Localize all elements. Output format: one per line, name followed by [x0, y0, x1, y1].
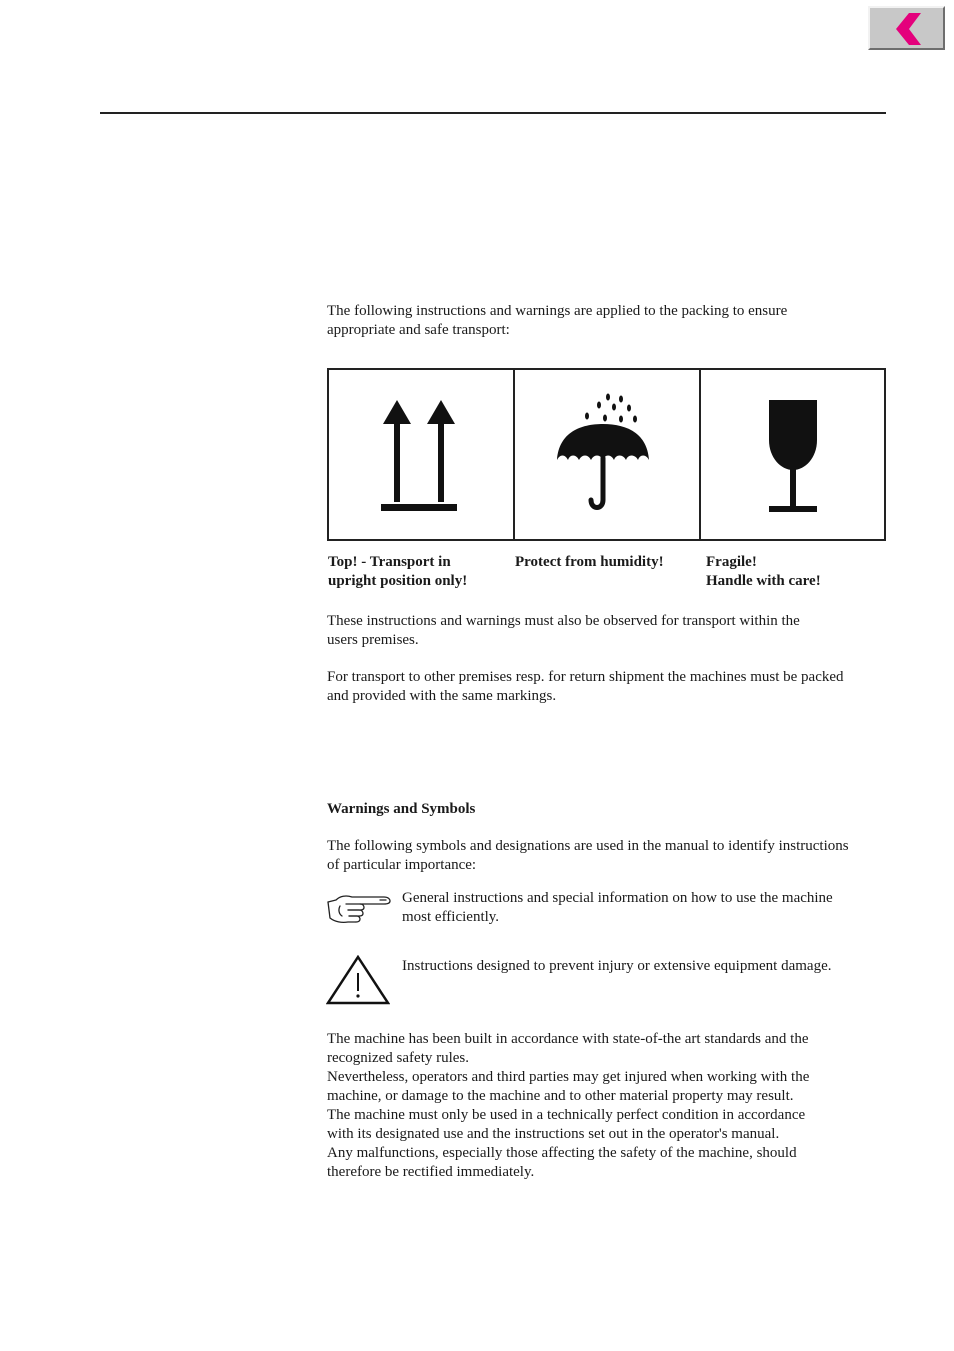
warnings-intro — [327, 837, 887, 875]
warnings-heading: Warnings and Symbols — [327, 801, 476, 817]
safety-line: The machine must only be used in a technically perfect condition in accordance — [327, 1107, 806, 1123]
packing-note-internal — [327, 612, 887, 650]
warning-triangle-icon — [326, 955, 390, 1005]
caption-upright — [328, 553, 508, 591]
safety-line: recognized safety rules. — [327, 1050, 470, 1066]
note-line: and provided with the same markings. — [327, 688, 557, 704]
safety-line: therefore be rectified immediately. — [327, 1164, 535, 1180]
note-line: These instructions and warnings must also be observed for transport within the — [327, 613, 800, 629]
chevron-left-icon — [890, 12, 926, 46]
instruction-line: most efficiently. — [402, 909, 500, 925]
caption-line: Fragile! — [706, 554, 757, 570]
safety-line: Any malfunctions, especially those affecting the safety of the machine, should — [327, 1145, 797, 1161]
packing-note-external — [327, 668, 887, 706]
fragile-glass-icon — [767, 400, 819, 514]
back-button[interactable] — [868, 6, 945, 50]
packing-intro — [327, 302, 887, 340]
this-way-up-arrows-icon — [379, 400, 459, 512]
safety-line: machine, or damage to the machine and to other material property may result. — [327, 1088, 794, 1104]
note-line: For transport to other premises resp. for return shipment the machines must be packed — [327, 669, 844, 685]
note-line: users premises. — [327, 632, 419, 648]
instruction-line: General instructions and special information on how to use the machine — [402, 890, 833, 906]
pointing-hand-icon — [326, 892, 392, 926]
warnings-intro-line: of particular importance: — [327, 857, 477, 873]
umbrella-rain-icon — [555, 392, 655, 514]
header-rule — [100, 112, 886, 114]
packing-symbols-box — [327, 368, 886, 541]
safety-line: The machine has been built in accordance with state-of-the art standards and the — [327, 1031, 809, 1047]
caption-line: upright position only! — [328, 573, 468, 589]
packing-intro-line: The following instructions and warnings are applied to the packing to ensure — [327, 303, 788, 319]
safety-line: with its designated use and the instructions set out in the operator's manual. — [327, 1126, 780, 1142]
symbol-cell-fragile — [701, 370, 884, 539]
caption-humidity — [515, 553, 700, 572]
caption-line: Top! - Transport in — [328, 554, 451, 570]
caption-line: Protect from humidity! — [515, 554, 664, 570]
symbol-cell-humidity — [515, 370, 701, 539]
instruction-warning: Instructions designed to prevent injury or extensive equipment damage. — [402, 958, 832, 974]
safety-line: Nevertheless, operators and third parties may get injured when working with the — [327, 1069, 810, 1085]
safety-paragraph — [327, 1030, 887, 1182]
caption-line: Handle with care! — [706, 573, 821, 589]
warnings-intro-line: The following symbols and designations are used in the manual to identify instructions — [327, 838, 849, 854]
symbol-cell-upright — [329, 370, 515, 539]
packing-intro-line: appropriate and safe transport: — [327, 322, 510, 338]
instruction-general-info — [402, 889, 882, 927]
caption-fragile — [706, 553, 886, 591]
